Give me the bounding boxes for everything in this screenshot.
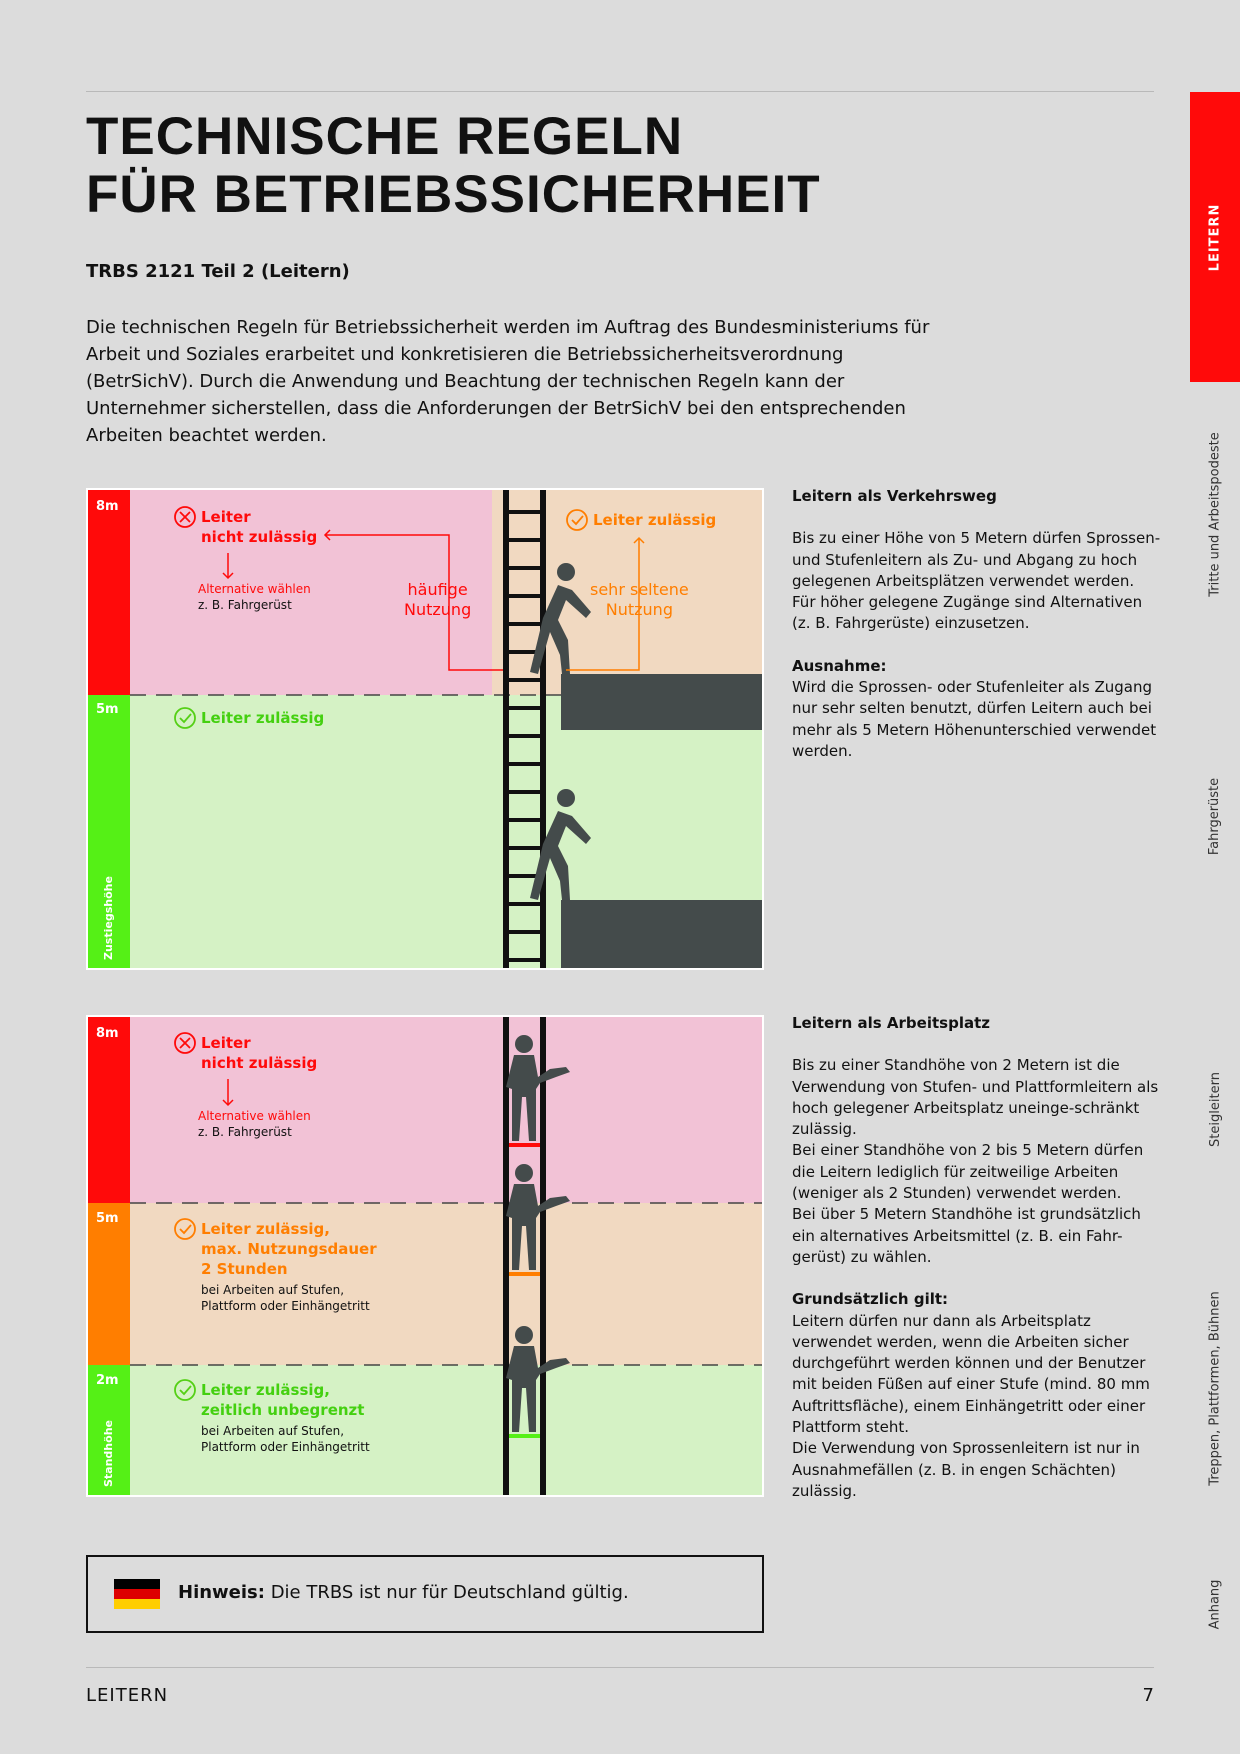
allowed-top-label: Leiter zulässig — [593, 511, 717, 529]
diagram-verkehrsweg-graphic — [88, 490, 764, 970]
height-label-5m: 5m — [96, 702, 119, 717]
intro-paragraph: Die technischen Regeln für Betriebssicherheit werden im Auftrag des Bundesministeriums für Arbeit und Soziales erarbeitet und konkretisieren die Betriebssicherheitsverordnung (BetrSichV). Durch die Anwendung und Beachtung der technischen Regeln kann der Unternehmer sicherstellen, dass die Anforderungen der BetrSichV bei den entsprechenden Arbeiten beachtet werden. — [86, 317, 930, 446]
hint-box — [86, 1555, 764, 1633]
upper-platform — [561, 674, 764, 730]
height-label-5m: 5m — [96, 1211, 119, 1226]
bottom-rule — [86, 1667, 1154, 1668]
germany-flag-icon — [114, 1579, 160, 1609]
height-label-2m: 2m — [96, 1373, 119, 1388]
height-label-8m: 8m — [96, 1026, 119, 1041]
tab-tritte-und-arbeitspodeste[interactable]: Tritte und Arbeitspodeste — [1207, 431, 1223, 597]
axis-label: Zustiegshöhe — [102, 876, 115, 960]
diagram-verkehrsweg — [86, 488, 764, 970]
alternative-label: Alternative wählen z. B. Fahrgerüst — [198, 1109, 311, 1139]
tab-steigleitern[interactable]: Steigleitern — [1207, 1071, 1223, 1147]
rare-use-label: sehr seltene Nutzung — [590, 580, 689, 619]
side-text-arbeitsplatz: Leitern als Arbeitsplatz Bis zu einer Standhöhe von 2 Metern ist die Verwendung von Stufen- und Plattformleitern als hoch gelegener Arbeitsplatz uneinge-schränkt zulässig. Bei einer Standhöhe von 2 bis 5 Metern dürfen die Leitern lediglich für zeitweilige Arbeiten (weniger als 2 Stunden) verwendet werden. Bei über 5 Metern Standhöhe ist grundsätzlich ein alternatives Arbeitsmittel (z. B. ein Fahr-gerüst) zu wählen. Grundsätzlich gilt: Leitern dürfen nur dann als Arbeitsplatz verwendet werden, wenn die Arbeiten sicher durchgeführt werden können und der Benutzer mit beiden Füßen auf einer Stufe (mind. 80 mm Auftrittsfläche), einem Einhängetritt oder einer Plattform steht. Die Verwendung von Sprossenleitern ist nur in Ausnahmefällen (z. B. in engen Schächten) zulässig. — [792, 1014, 1159, 1500]
tab-treppen-plattformen-buehnen[interactable]: Treppen, Plattformen, Bühnen — [1207, 1290, 1223, 1486]
diagram-arbeitsplatz — [86, 1015, 764, 1497]
allowed-green-label: Leiter zulässig — [201, 709, 325, 727]
not-allowed-label: Leiter nicht zulässig — [201, 508, 318, 546]
side-text-verkehrsweg: Leitern als Verkehrsweg Bis zu einer Höhe von 5 Metern dürfen Sprossen- und Stufenleitern als Zu- und Abgang zu hoch gelegenen Arbeitsplätzen verwendet werden. Für höher gelegene Zugänge sind Alternativen (z. B. Fahrgerüste) einzusetzen. Ausnahme: Wird die Sprossen- oder Stufenleiter als Zugang nur sehr selten benutzt, dürfen Leitern auch bei mehr als 5 Metern Höhenunterschied verwendet werden. — [792, 487, 1161, 760]
lower-platform — [561, 900, 764, 970]
top-rule — [86, 91, 1154, 92]
axis-label: Standhöhe — [102, 1420, 115, 1487]
alternative-label: Alternative wählen z. B. Fahrgerüst — [198, 582, 311, 612]
tab-leitern[interactable]: LEITERN — [1190, 92, 1240, 382]
page-number: 7 — [1142, 1685, 1154, 1706]
height-label-8m: 8m — [96, 499, 119, 514]
diagram-arbeitsplatz-graphic — [88, 1017, 764, 1497]
frequent-use-label: häufige Nutzung — [404, 580, 472, 619]
hint-text: Hinweis: Die TRBS ist nur für Deutschland gültig. — [178, 1582, 629, 1603]
limited-allowed-label: Leiter zulässig, max. Nutzungsdauer 2 Stunden — [201, 1220, 377, 1278]
footer-section: LEITERN — [86, 1685, 169, 1706]
unlimited-allowed-sub: bei Arbeiten auf Stufen, Plattform oder Einhängetritt — [201, 1424, 370, 1454]
tab-anhang[interactable]: Anhang — [1207, 1579, 1223, 1629]
tab-fahrgerueste[interactable]: Fahrgerüste — [1207, 777, 1223, 855]
page-subtitle: TRBS 2121 Teil 2 (Leitern) — [86, 261, 350, 282]
not-allowed-label: Leiter nicht zulässig — [201, 1034, 318, 1072]
unlimited-allowed-label: Leiter zulässig, zeitlich unbegrenzt — [201, 1381, 365, 1419]
limited-allowed-sub: bei Arbeiten auf Stufen, Plattform oder Einhängetritt — [201, 1283, 370, 1313]
page-title: TECHNISCHE REGELN FÜR BETRIEBSSICHERHEIT — [86, 107, 821, 224]
